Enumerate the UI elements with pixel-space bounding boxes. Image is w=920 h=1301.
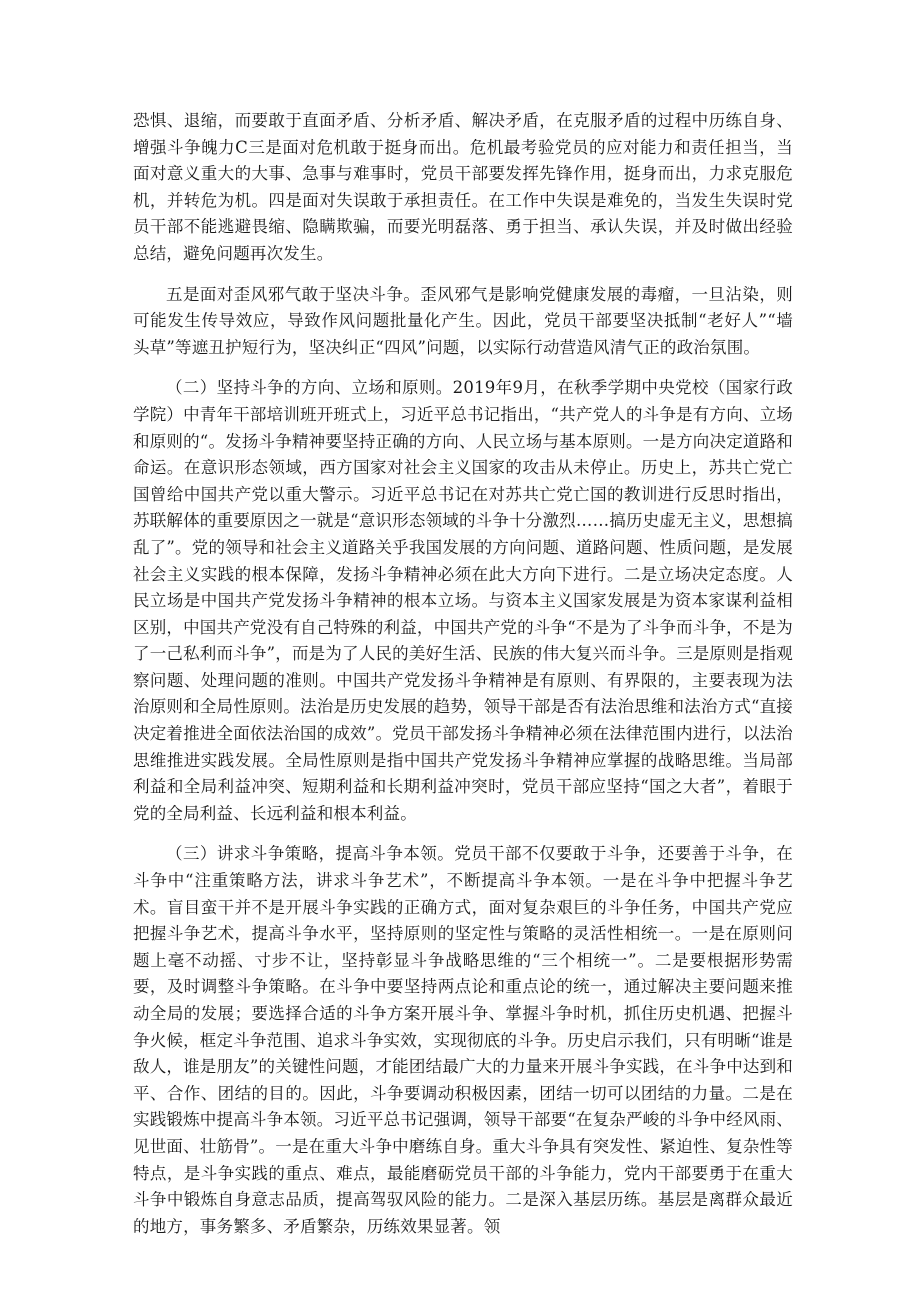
paragraph-five: 五是面对歪风邪气敢于坚决斗争。歪风邪气是影响党健康发展的毒瘤，一旦沾染，则可能发生传导效应，导致作风问题批量化产生。因此，党员干部要坚决抵制“老好人”“墙头草”等遮丑护短行为，坚决纠正“四风”问题，以实际行动营造风清气正的政治氛围。: [133, 284, 793, 357]
document-body: [133, 108, 793, 1254]
paragraph-section-three: （三）讲求斗争策略，提高斗争本领。党员干部不仅要敢于斗争，还要善于斗争，在斗争中“注重策略方法，讲求斗争艺术”，不断提高斗争本领。一是在斗争中把握斗争艺术。盲目蛮干并不是开展斗争实践的正确方式，面对复杂艰巨的斗争任务，中国共产党应把握斗争艺术，提高斗争水平，坚持原则的坚定性与策略的灵活性相统一。一是在原则问题上毫不动摇、寸步不让，坚持彰显斗争战略思维的“三个相统一”。二是要根据形势需要，及时调整斗争策略。在斗争中要坚持两点论和重点论的统一，通过解决主要问题来推动全局的发展；要选择合适的斗争方案开展斗争、掌握斗争时机，抓住历史机遇、把握斗争火候，框定斗争范围、追求斗争实效，实现彻底的斗争。历史启示我们，只有明晰“谁是敌人，谁是朋友”的关键性问题，才能团结最广大的力量来开展斗争实践，在斗争中达到和平、合作、团结的目的。因此，斗争要调动积极因素，团结一切可以团结的力量。二是在实践锻炼中提高斗争本领。习近平总书记强调，领导干部要“在复杂严峻的斗争中经风雨、见世面、壮筋骨”。一是在重大斗争中磨练自身。重大斗争具有突发性、紧迫性、复杂性等特点，是斗争实践的重点、难点，最能磨砺党员干部的斗争能力，党内干部要勇于在重大斗争中锻炼自身意志品质，提高驾驭风险的能力。二是深入基层历练。基层是离群众最近的地方，事务繁多、矛盾繁杂，历练效果显著。领: [133, 844, 793, 1236]
paragraph-section-two: （二）坚持斗争的方向、立场和原则。2019年9月，在秋季学期中央党校（国家行政学院）中青年干部培训班开班式上，习近平总书记指出，“共产党人的斗争是有方向、立场和原则的“。发扬斗争精神要坚持正确的方向、人民立场与基本原则。一是方向决定道路和命运。在意识形态领域，西方国家对社会主义国家的攻击从未停止。历史上，苏共亡党亡国曾给中国共产党以重大警示。习近平总书记在对苏共亡党亡国的教训进行反思时指出，苏联解体的重要原因之一就是“意识形态领域的斗争十分激烈……搞历史虚无主义，思想搞乱了”。党的领导和社会主义道路关乎我国发展的方向问题、道路问题、性质问题，是发展社会主义实践的根本保障，发扬斗争精神必须在此大方向下进行。二是立场决定态度。人民立场是中国共产党发扬斗争精神的根本立场。与资本主义国家发展是为资本家谋利益相区别，中国共产党没有自己特殊的利益，中国共产党的斗争“不是为了斗争而斗争，不是为了一己私利而斗争”，而是为了人民的美好生活、民族的伟大复兴而斗争。三是原则是指观察问题、处理问题的准则。中国共产党发扬斗争精神是有原则、有界限的，主要表现为法治原则和全局性原则。法治是历史发展的趋势，领导干部是否有法治思维和法治方式“直接决定着推进全面依法治国的成效”。党员干部发扬斗争精神必须在法律范围内进行，以法治思维推进实践发展。全局性原则是指中国共产党发扬斗争精神应掌握的战略思维。当局部利益和全局利益冲突、短期利益和长期利益冲突时，党员干部应坚持“国之大者”，着眼于党的全局利益、长远利益和根本利益。: [133, 378, 793, 823]
paragraph-continuation: 恐惧、退缩，而要敢于直面矛盾、分析矛盾、解决矛盾，在克服矛盾的过程中历练自身、增强斗争魄力C三是面对危机敢于挺身而出。危机最考验党员的应对能力和责任担当，当面对意义重大的大事、急事与难事时，党员干部要发挥先锋作用，挺身而出，力求克服危机，并转危为机。四是面对失误敢于承担责任。在工作中失误是难免的，当发生失误时党员干部不能逃避畏缩、隐瞒欺骗，而要光明磊落、勇于担当、承认失误，并及时做出经验总结，避免问题再次发生。: [133, 111, 793, 263]
